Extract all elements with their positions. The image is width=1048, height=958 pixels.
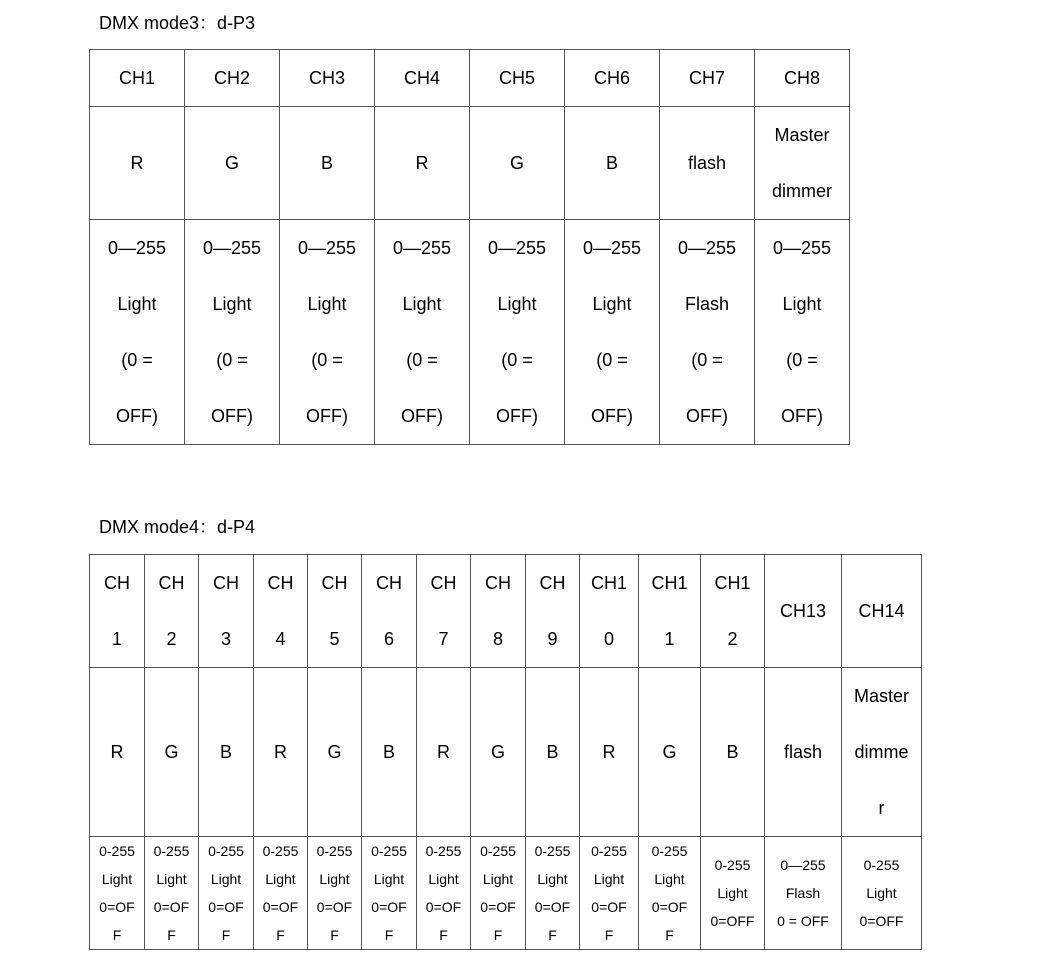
function-cell — [765, 668, 842, 837]
function-cell — [842, 668, 922, 837]
mode4-title: DMX mode4：d-P4 — [99, 517, 256, 537]
cell-text: F — [439, 927, 448, 943]
cell-text: F — [112, 927, 122, 943]
range-cell — [254, 837, 308, 950]
cell-text: (0 = — [311, 350, 343, 370]
function-cell — [526, 668, 580, 837]
cell-text: 0—255 — [487, 238, 547, 258]
cell-text: R — [274, 742, 287, 762]
cell-text: Light — [265, 871, 296, 887]
cell-text: 0=OF — [371, 899, 407, 915]
cell-text: dimmer — [771, 181, 832, 201]
cell-text: 0=OF — [591, 899, 627, 915]
cell-text: CH13 — [779, 601, 827, 621]
cell-text: OFF) — [686, 406, 728, 426]
cell-text: 0=OFF — [859, 913, 904, 929]
cell-text: Light — [117, 294, 157, 314]
range-cell — [90, 220, 185, 445]
function-cell — [308, 668, 362, 837]
cell-text: 0=OF — [425, 899, 462, 915]
cell-text: CH1 — [714, 573, 751, 593]
range-cell — [308, 837, 362, 950]
cell-text: Light — [717, 885, 748, 901]
cell-text: F — [493, 927, 503, 943]
range-cell — [185, 220, 280, 445]
function-cell — [90, 107, 185, 220]
function-cell — [280, 107, 375, 220]
channel-cell — [526, 555, 580, 668]
cell-text: 1 — [664, 629, 675, 649]
mode4-table — [89, 554, 922, 950]
cell-text: CH1 — [118, 68, 155, 88]
cell-text: Light — [101, 871, 133, 887]
function-cell — [755, 107, 850, 220]
channel-cell — [280, 50, 375, 107]
cell-text: Light — [482, 871, 514, 887]
cell-text: F — [167, 927, 176, 943]
range-cell — [199, 837, 254, 950]
range-cell — [565, 220, 660, 445]
function-cell — [565, 107, 660, 220]
cell-text: 2 — [166, 629, 177, 649]
cell-text: 0-255 — [371, 843, 407, 859]
channel-row — [90, 555, 922, 668]
range-cell — [660, 220, 755, 445]
range-cell — [471, 837, 526, 950]
channel-cell — [375, 50, 470, 107]
range-cell — [145, 837, 199, 950]
cell-text: Light — [156, 871, 187, 887]
cell-text: 0=OF — [480, 899, 516, 915]
cell-text: 0—255 — [677, 238, 737, 258]
function-cell — [199, 668, 254, 837]
channel-cell — [471, 555, 526, 668]
function-row — [90, 107, 850, 220]
cell-text: CH — [267, 573, 294, 593]
function-cell — [145, 668, 199, 837]
range-cell — [280, 220, 375, 445]
cell-text: CH8 — [783, 68, 820, 88]
cell-text: Light — [654, 871, 685, 887]
channel-cell — [755, 50, 850, 107]
cell-text: B — [546, 742, 559, 762]
cell-text: Master — [853, 686, 909, 706]
cell-text: flash — [783, 742, 823, 762]
function-cell — [701, 668, 765, 837]
cell-text: Light — [593, 871, 625, 887]
cell-text: 0-255 — [591, 843, 627, 859]
cell-text: (0 = — [596, 350, 628, 370]
cell-text: 0—255 — [780, 857, 826, 873]
cell-text: CH — [321, 573, 348, 593]
range-row — [90, 837, 922, 950]
cell-text: 0-255 — [208, 843, 244, 859]
cell-text: Light — [212, 294, 252, 314]
cell-text: flash — [687, 153, 727, 173]
function-cell — [580, 668, 639, 837]
cell-text: CH1 — [590, 573, 627, 593]
channel-cell — [254, 555, 308, 668]
range-cell — [580, 837, 639, 950]
cell-text: 3 — [220, 629, 231, 649]
cell-text: Light — [319, 871, 350, 887]
cell-text: 0-255 — [534, 843, 571, 859]
cell-text: (0 = — [121, 350, 153, 370]
channel-cell — [842, 555, 922, 668]
cell-text: 0 = OFF — [777, 913, 829, 929]
cell-text: R — [437, 742, 450, 762]
cell-text: G — [490, 742, 505, 762]
function-cell — [185, 107, 280, 220]
channel-cell — [90, 50, 185, 107]
channel-cell — [639, 555, 701, 668]
range-cell — [375, 220, 470, 445]
cell-text: Light — [210, 871, 242, 887]
cell-text: F — [276, 927, 285, 943]
function-cell — [417, 668, 471, 837]
channel-cell — [580, 555, 639, 668]
channel-cell — [199, 555, 254, 668]
cell-text: CH7 — [688, 68, 725, 88]
cell-text: R — [110, 742, 124, 762]
range-cell — [526, 837, 580, 950]
cell-text: 0-255 — [863, 857, 900, 873]
cell-text: 9 — [547, 629, 558, 649]
channel-cell — [765, 555, 842, 668]
cell-text: (0 = — [501, 350, 533, 370]
channel-cell — [660, 50, 755, 107]
cell-text: 0=OF — [534, 899, 571, 915]
cell-text: OFF) — [211, 406, 253, 426]
cell-text: B — [320, 153, 333, 173]
channel-cell — [470, 50, 565, 107]
cell-text: CH — [539, 573, 566, 593]
cell-text: Master — [774, 125, 830, 145]
cell-text: Light — [373, 871, 405, 887]
cell-text: 0-255 — [714, 857, 751, 873]
function-cell — [639, 668, 701, 837]
cell-text: CH6 — [593, 68, 630, 88]
channel-cell — [701, 555, 765, 668]
function-cell — [660, 107, 755, 220]
cell-text: (0 = — [691, 350, 723, 370]
cell-text: 8 — [492, 629, 503, 649]
function-cell — [470, 107, 565, 220]
cell-text: Light — [537, 871, 568, 887]
channel-cell — [145, 555, 199, 668]
cell-text: 5 — [329, 629, 340, 649]
channel-cell — [362, 555, 417, 668]
cell-text: CH4 — [403, 68, 440, 88]
cell-text: CH — [376, 573, 402, 593]
cell-text: 0=OF — [651, 899, 688, 915]
cell-text: Light — [428, 871, 459, 887]
cell-text: 0=OF — [208, 899, 244, 915]
cell-text: B — [219, 742, 232, 762]
cell-text: (0 = — [786, 350, 818, 370]
mode3-title: DMX mode3：d-P3 — [99, 13, 256, 33]
cell-text: 1 — [111, 629, 122, 649]
cell-text: CH2 — [213, 68, 250, 88]
cell-text: Light — [402, 294, 442, 314]
cell-text: F — [604, 927, 614, 943]
cell-text: OFF) — [116, 406, 158, 426]
cell-text: Light — [782, 294, 822, 314]
cell-text: 4 — [275, 629, 286, 649]
cell-text: CH1 — [651, 573, 688, 593]
cell-text: 0—255 — [772, 238, 832, 258]
range-cell — [639, 837, 701, 950]
cell-text: 0—255 — [107, 238, 167, 258]
range-cell — [90, 837, 145, 950]
channel-cell — [417, 555, 471, 668]
cell-text: CH3 — [308, 68, 345, 88]
channel-cell — [308, 555, 362, 668]
range-row — [90, 220, 850, 445]
cell-text: 2 — [727, 629, 738, 649]
cell-text: (0 = — [406, 350, 438, 370]
cell-text: R — [130, 153, 144, 173]
cell-text: G — [164, 742, 179, 762]
cell-text: 7 — [438, 629, 449, 649]
cell-text: F — [221, 927, 231, 943]
cell-text: Light — [866, 885, 897, 901]
cell-text: 0-255 — [480, 843, 516, 859]
cell-text: 0-255 — [262, 843, 299, 859]
function-cell — [471, 668, 526, 837]
cell-text: 0=OF — [316, 899, 353, 915]
cell-text: 0=OF — [99, 899, 135, 915]
function-cell — [254, 668, 308, 837]
cell-text: Light — [592, 294, 632, 314]
cell-text: 0-255 — [425, 843, 462, 859]
function-cell — [90, 668, 145, 837]
cell-text: OFF) — [306, 406, 348, 426]
cell-text: CH — [485, 573, 511, 593]
cell-text: OFF) — [781, 406, 823, 426]
mode3-table — [89, 49, 850, 445]
cell-text: G — [662, 742, 677, 762]
cell-text: Flash — [684, 294, 729, 314]
range-cell — [362, 837, 417, 950]
channel-cell — [90, 555, 145, 668]
cell-text: r — [878, 798, 885, 818]
cell-text: G — [327, 742, 342, 762]
cell-text: 0—255 — [582, 238, 642, 258]
channel-cell — [185, 50, 280, 107]
cell-text: 0-255 — [99, 843, 135, 859]
cell-text: 0-255 — [316, 843, 353, 859]
range-cell — [470, 220, 565, 445]
cell-text: R — [415, 153, 429, 173]
function-cell — [362, 668, 417, 837]
cell-text: Light — [307, 294, 347, 314]
cell-text: 0 — [603, 629, 614, 649]
cell-text: 0-255 — [651, 843, 688, 859]
cell-text: 0—255 — [202, 238, 262, 258]
cell-text: 0=OF — [262, 899, 299, 915]
range-cell — [417, 837, 471, 950]
cell-text: G — [224, 153, 239, 173]
cell-text: CH — [158, 573, 185, 593]
range-cell — [765, 837, 842, 950]
cell-text: (0 = — [216, 350, 248, 370]
cell-text: G — [509, 153, 524, 173]
range-cell — [842, 837, 922, 950]
cell-text: OFF) — [591, 406, 633, 426]
cell-text: 0—255 — [392, 238, 452, 258]
cell-text: dimme — [854, 742, 909, 762]
cell-text: B — [605, 153, 618, 173]
cell-text: F — [384, 927, 394, 943]
channel-row — [90, 50, 850, 107]
cell-text: OFF) — [496, 406, 538, 426]
cell-text: F — [330, 927, 339, 943]
cell-text: 0—255 — [297, 238, 357, 258]
function-cell — [375, 107, 470, 220]
function-row — [90, 668, 922, 837]
cell-text: CH — [213, 573, 239, 593]
cell-text: F — [548, 927, 557, 943]
cell-text: B — [382, 742, 395, 762]
cell-text: CH — [430, 573, 457, 593]
range-cell — [755, 220, 850, 445]
cell-text: OFF) — [401, 406, 443, 426]
cell-text: Light — [497, 294, 537, 314]
cell-text: F — [665, 927, 674, 943]
cell-text: CH5 — [498, 68, 535, 88]
cell-text: 6 — [383, 629, 394, 649]
channel-cell — [565, 50, 660, 107]
cell-text: CH — [104, 573, 130, 593]
cell-text: 0-255 — [153, 843, 190, 859]
cell-text: R — [602, 742, 616, 762]
cell-text: Flash — [785, 885, 821, 901]
cell-text: B — [726, 742, 739, 762]
cell-text: 0=OFF — [710, 913, 755, 929]
cell-text: CH14 — [858, 601, 905, 621]
cell-text: 0=OF — [153, 899, 190, 915]
range-cell — [701, 837, 765, 950]
